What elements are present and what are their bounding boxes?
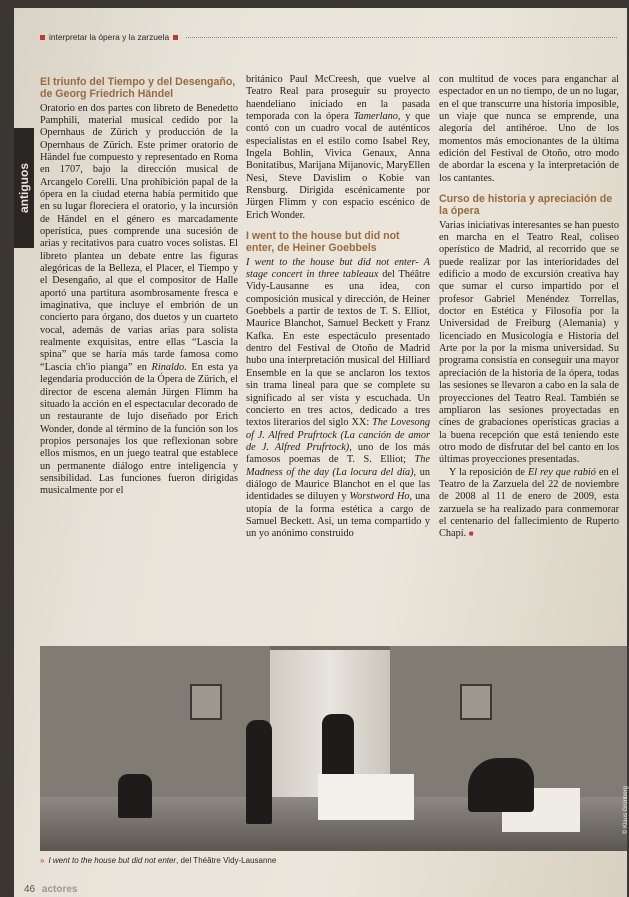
photo-caption: » I went to the house but did not enter, del Théâtre Vidy-Lausanne [40,856,277,865]
photo-figure-seated [118,774,152,818]
footer-logo: actores [41,884,78,895]
square-bullet-icon [173,35,178,40]
page-number: 46 [24,884,36,895]
header-rule [186,37,617,38]
caption-arrow-icon: » [40,856,45,865]
header-section-label: interpretar la ópera y la zarzuela [49,32,170,42]
photo-table [318,774,414,820]
end-mark-icon: ■ [468,529,474,539]
article-title-curso: Curso de historia y apreciación de la ópera [439,193,613,218]
article-title-handel: El triunfo del Tiempo y del Desengaño, de Georg Friedrich Händel [40,76,236,101]
magazine-page [14,8,627,897]
paragraph: Varias iniciativas interesantes se han puesto en marcha en el Teatro Real, coliseo operístico de Madrid, al recorrido que se puede realizar por las interioridades del edificio a modo de excursión creativa hay que sumar el curso impartido por el profesor Gabriel Menéndez Torrellas, doctor en Estética y Filosofía por la Universidad de Freiburg (Alemania) y licenciado en Musicología e Historia del Arte por la por la misma universidad. Su programa consistía en conseguir una mayor apreciación de la historia de la ópera, todas las sesiones se llevaron a cabo en la sala de proyecciones del Teatro Real. También se ampliaron las sesiones proyectadas en cines de grabaciones operísticas gracias a la buena recepción que está teniendo este otro modo de disfrutar del bel canto en los últimas proyecciones presentadas. [439,219,619,466]
paragraph: Y la reposición de El rey que rabió en el Teatro de la Zarzuela del 22 de noviembre de 2008 al 11 de enero de 2009, esta zarzuela se ha realizado para conmemorar el centenario del fallecimiento de Ruperto Chapí. ■ [439,466,619,540]
stage-photo [40,646,627,851]
paragraph: con multitud de voces para enganchar al espectador en un no tiempo, de un no lugar, en el que transcurre una historia imposible, un viaje que nunca se emprende, una alegoría del antihéroe. Uno de los momentos más emocionantes de la última edición del Festival de Otoño, otro modo de abordar la escena y la interpretación de los cantantes. [439,74,619,184]
photo-figure-standing-2 [322,714,354,780]
section-tab-label: antiguos [17,163,31,213]
photo-frame-left [190,684,222,720]
page-footer [24,884,77,895]
section-tab [14,128,34,248]
paragraph: Oratorio en dos partes con libreto de Benedetto Pamphili, material musical cedido por la Opernhaus de Zürich y producción de la Opernhaus de Zürich. Este primer oratorio de Händel fue compuesto y representado en Roma en 1707, bajo la dirección musical de Arcangelo Corelli. Una prohibición papal de la ópera en la ciudad eterna había permitido que en su lugar floreciera el oratorio, y la incursión de Händel en el género es marcadamente operística, pues comprende una sucesión de arias y recitativos para cuatro voces solistas. El libreto plantea un debate entre las figuras alegóricas de la Belleza, el Placer, el Tiempo y el Desengaño, al que el compositor de Halle aportó una partitura asombrosamente fresca e imaginativa, que incluye el embrión de un concierto para órgano, dos duetos y un cuarteto vocal, además de varias arias para solista realmente exquisitas, entre ellas “Lascia la spina” que se haría más tarde famosa como “Lascia ch'io pianga” en Rinaldo. En esta ya legendaria producción de la Ópera de Zürich, el director de escena alemán Jürgen Flimm ha situado la acción en el espectacular decorado de un restaurante de lujo diseñado por Erich Wonder, donde al término de la función son los propios personajes los que reflexionan sobre ellos mismos, en un juego teatral que establece un permanente diálogo entre inteligencia y sensibilidad. Las funciones fueron dirigidas musicalmente por el [40,102,238,497]
paragraph: británico Paul McCreesh, que vuelve al Teatro Real para proseguir su proyecto haendeliano iniciado en la pasada temporada con la ópera Tamerlano, y que contó con un cuadro vocal de auténticos especialistas en el estilo como Isabel Rey, Ingela Bohlin, Vivica Genaux, Anna Bonitatibus, Marijana Mijanovic, MaryEllen Nesi, Steve Davislim o Kobie van Rensburg. Dirigida escénicamente por Jürgen Flimm y con espacio escénico de Erich Wonder. [246,74,430,221]
photo-wall-left [40,646,270,798]
photo-credit: © Klaus Grünberg [623,786,629,835]
article-title-goebbels: I went to the house but did not enter, de Heiner Goebbels [246,230,400,255]
paragraph: I went to the house but did not enter- A stage concert in three tableaux del Théâtre Vidy-Lausanne es una idea, con composición musical y dirección, de Heiner Goebbels a partir de textos de T. S. Elliot, Maurice Blanchot, Samuel Beckett y Franz Kafka. En este espectáculo presentado dentro del Festival de Otoño de Madrid hubo una interpretación musical del Hilliard Ensemble en la que se anclaron los textos sin trama lineal para que se complete su significado al ser vista y escuchada. Un concierto en tres actos, dedicado a tres textos literarios del siglo XX: The Lovesong of J. Alfred Prufrtock (La canción de amor de J. Alfred Prufrtock), uno de los más famosos poemas de T. S. Elliot; The Madness of the day (La locura del día), un diálogo de Maurice Blanchot en el que las identidades se diluyen y Worstword Ho, una utopía de la forma estética a cargo de Samuel Beckett. Así, un tema compartido y un yo anónimo construido [246,256,431,540]
photo-frame-right [460,684,492,720]
square-bullet-icon [40,35,45,40]
column-3 [439,74,619,541]
photo-figure-bending [468,758,534,812]
photo-figure-standing-1 [246,720,272,824]
column-1 [40,74,238,498]
column-2 [246,74,430,541]
running-header [40,32,617,42]
